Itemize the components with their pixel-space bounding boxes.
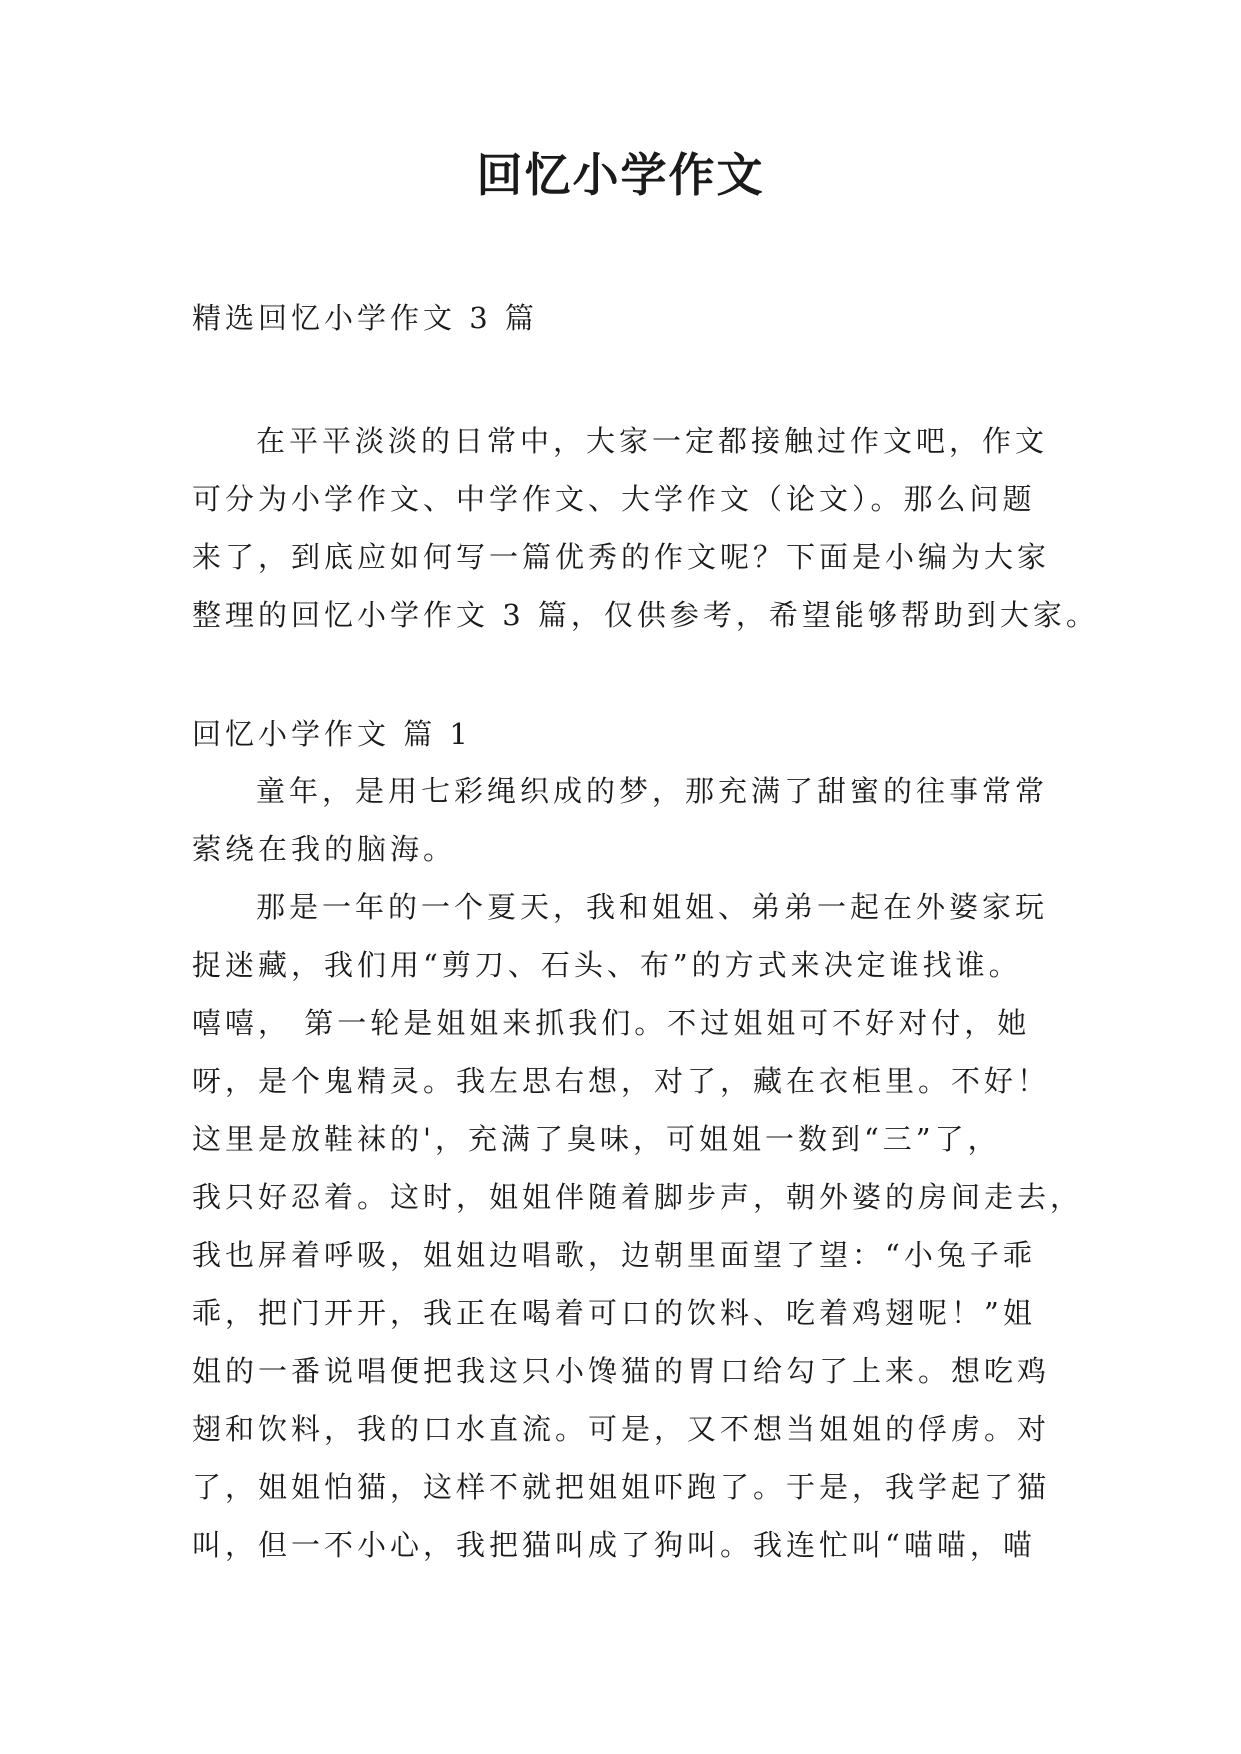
document-title: 回忆小学作文 <box>476 148 765 202</box>
essay-paragraph-1 <box>192 762 1052 878</box>
intro-line: 整理的回忆小学作文 3 篇，仅供参考，希望能够帮助到大家。 <box>192 598 1099 632</box>
paragraph-line: 那是一年的一个夏天，我和姐姐、弟弟一起在外婆家玩 <box>256 890 1049 924</box>
document-subtitle: 精选回忆小学作文 3 篇 <box>192 301 538 335</box>
paragraph-line: 童年，是用七彩绳织成的梦，那充满了甜蜜的往事常常 <box>256 774 1049 808</box>
intro-paragraph <box>192 412 1099 644</box>
essay-heading: 回忆小学作文 篇 1 <box>192 717 472 751</box>
essay-paragraph-2 <box>192 878 1084 1574</box>
paragraph-line: 我只好忍着。这时，姐姐伴随着脚步声，朝外婆的房间走去， <box>192 1180 1084 1214</box>
essay-section-1 <box>192 706 1084 1574</box>
paragraph-line: 萦绕在我的脑海。 <box>192 832 457 866</box>
paragraph-line: 呀，是个鬼精灵。我左思右想，对了，藏在衣柜里。不好！ <box>192 1064 1051 1098</box>
paragraph-line: 叫，但一不小心，我把猫叫成了狗叫。我连忙叫“喵喵，喵 <box>192 1528 1036 1562</box>
intro-line: 来了，到底应如何写一篇优秀的作文呢？下面是小编为大家 <box>192 540 1051 574</box>
paragraph-line: 了，姐姐怕猫，这样不就把姐姐吓跑了。于是，我学起了猫 <box>192 1470 1051 1504</box>
paragraph-line: 姐的一番说唱便把我这只小馋猫的胃口给勾了上来。想吃鸡 <box>192 1354 1051 1388</box>
paragraph-line: 捉迷藏，我们用“剪刀、石头、布”的方式来决定谁找谁。 <box>192 948 1022 982</box>
paragraph-line: 这里是放鞋袜的'，充满了臭味，可姐姐一数到“三”了， <box>192 1122 1001 1156</box>
paragraph-line: 我也屏着呼吸，姐姐边唱歌，边朝里面望了望：“小兔子乖 <box>192 1238 1036 1272</box>
paragraph-line: 翅和饮料，我的口水直流。可是，又不想当姐姐的俘虏。对 <box>192 1412 1051 1446</box>
paragraph-line: 嘻嘻， 第一轮是姐姐来抓我们。不过姐姐可不好对付，她 <box>192 1006 1031 1040</box>
intro-line: 可分为小学作文、中学作文、大学作文（论文）。那么问题 <box>192 482 1036 516</box>
paragraph-line: 乖，把门开开，我正在喝着可口的饮料、吃着鸡翅呢！”姐 <box>192 1296 1036 1330</box>
intro-line: 在平平淡淡的日常中，大家一定都接触过作文吧，作文 <box>256 424 1049 458</box>
